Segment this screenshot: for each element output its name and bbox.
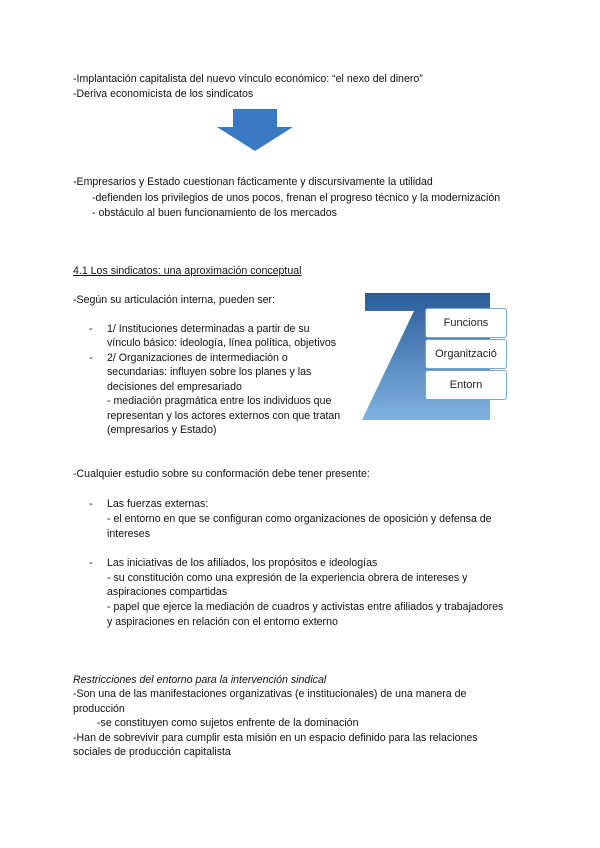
bullet-marker: - (89, 498, 93, 510)
text-line: -se constituyen como sujetos enfrente de la dominación (97, 717, 359, 729)
list-item-text: - su constitución como una expresión de la experiencia obrera de intereses y (107, 572, 468, 584)
list-item-text: Las iniciativas de los afiliados, los propósitos e ideologías (107, 557, 378, 569)
bullet-marker: - (89, 323, 93, 335)
text-line: -defienden los privilegios de unos pocos, frenan el progreso técnico y la modernización (92, 192, 501, 204)
text-line: -Empresarios y Estado cuestionan fácticamente y discursivamente la utilidad (73, 176, 433, 188)
text-line: -Según su articulación interna, pueden ser: (73, 294, 275, 306)
pyramid-level: Entorn (425, 370, 507, 400)
pyramid-level: Funcions (425, 308, 507, 338)
text-line: -Deriva economicista de los sindicatos (73, 88, 254, 100)
subsection-title: Restricciones del entorno para la intervención sindical (73, 674, 327, 686)
list-item-text: secundarias: influyen sobre los planes y las (107, 366, 312, 378)
bullet-marker: - (89, 352, 93, 364)
list-item-text: (empresarios y Estado) (107, 424, 217, 436)
list-item-text: decisiones del empresariado (107, 381, 242, 393)
list-item-text: aspiraciones compartidas (107, 586, 228, 598)
text-line: - obstáculo al buen funcionamiento de los mercados (92, 207, 337, 219)
list-item-text: representan y los actores externos con que tratan (107, 410, 341, 422)
text-line: sociales de producción capitalista (73, 746, 231, 758)
section-heading: 4.1 Los sindicatos: una aproximación conceptual (73, 265, 302, 277)
list-item-text: - papel que ejerce la mediación de cuadros y activistas entre afiliados y trabajadores (107, 601, 504, 613)
list-item-text: 1/ Instituciones determinadas a partir de su (107, 323, 310, 335)
bullet-marker: - (89, 557, 93, 569)
list-item-text: 2/ Organizaciones de intermediación o (107, 352, 288, 364)
list-item-text: Las fuerzas externas: (107, 498, 209, 510)
text-line: -Son una de las manifestaciones organizativas (e institucionales) de una manera de (73, 688, 467, 700)
list-item-text: - el entorno en que se configuran como organizaciones de oposición y defensa de (107, 513, 492, 525)
down-arrow-icon (217, 109, 293, 151)
list-item-text: - mediación pragmática entre los individuos que (107, 395, 332, 407)
list-item-text: vínculo básico: ideología, línea política, objetivos (107, 337, 337, 349)
list-item-text: intereses (107, 528, 150, 540)
text-line: producción (73, 703, 125, 715)
text-line: -Cualquier estudio sobre su conformación debe tener presente: (73, 468, 370, 480)
list-item-text: y aspiraciones en relación con el entorno externo (107, 616, 338, 628)
text-line: -Han de sobrevivir para cumplir esta misión en un espacio definido para las relaciones (73, 732, 478, 744)
text-line: -Implantación capitalista del nuevo vínculo económico: “el nexo del dinero” (73, 73, 423, 85)
pyramid-level: Organització (425, 339, 507, 369)
